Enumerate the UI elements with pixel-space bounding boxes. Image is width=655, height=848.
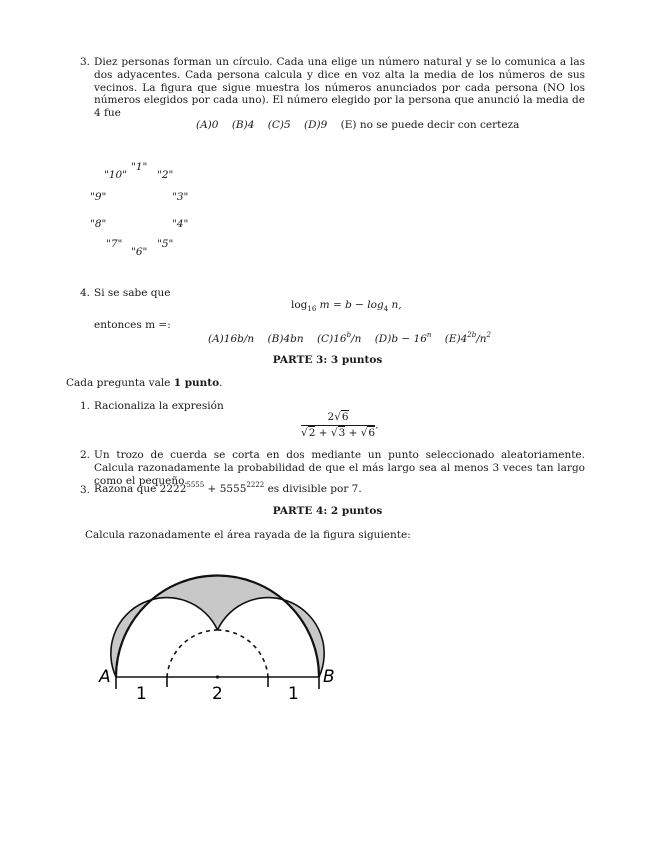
q4-then: entonces m =:	[94, 319, 171, 331]
shaded-region	[111, 576, 324, 678]
rationalize-fraction: $\frac{2√6}{√2 + √3 + √6}$ .	[301, 411, 379, 439]
parte-4-intro: Calcula razonadamente el área rayada de la figura siguiente:	[85, 529, 411, 541]
circle-label-10: "10"	[104, 169, 128, 181]
circle-label-3: "3"	[172, 191, 189, 203]
circle-label-9: "9"	[90, 191, 107, 203]
circle-label-1: "1"	[131, 161, 148, 173]
parte-3-intro: Cada pregunta vale 1 punto.	[66, 377, 223, 389]
q4-choice-d: $(D)b - 16^n$	[374, 331, 432, 345]
q4-choice-e: $(E)4^{2b}/n^2$	[444, 331, 492, 345]
q4-choice-c: (C)16$^b$/n	[316, 331, 362, 345]
formula-tail: n,	[388, 299, 402, 311]
question-3	[80, 56, 585, 120]
choice-e: (E) no se puede decir con certeza	[340, 119, 520, 131]
choice-a: (A)0	[196, 119, 219, 131]
circle-label-7: "7"	[106, 238, 123, 250]
formula-base-4: 4	[383, 305, 389, 313]
left-arc-dashed	[218, 630, 269, 677]
right-arc-dashed	[167, 630, 218, 677]
p3-item-1-number: 1.	[80, 400, 91, 412]
circle-label-5: "5"	[157, 238, 174, 250]
center-point	[216, 675, 219, 678]
segment-label-3: 1	[288, 684, 299, 704]
segment-label-1: 1	[136, 684, 147, 704]
q3-choices	[196, 119, 529, 132]
circle-label-6: "6"	[131, 246, 148, 258]
parte-3-heading: PARTE 3: 3 puntos	[272, 354, 383, 366]
q4-intro: Si se sabe que	[94, 287, 171, 299]
left-arc-solid	[111, 598, 218, 677]
q4-choices	[208, 331, 501, 346]
formula-rest: m = b − log	[316, 299, 384, 311]
right-arc-solid	[218, 598, 325, 677]
p3-item-3-text: Razona que $2222^{5555} + 5555^{2222}$ es divisible por 7.	[94, 481, 362, 495]
p3-item-3-number: 3.	[80, 484, 91, 496]
q4-choice-b: (B)4bn	[267, 333, 304, 345]
circle-label-4: "4"	[172, 218, 189, 230]
circle-label-2: "2"	[157, 169, 174, 181]
p3-item-1-text: Racionaliza la expresión	[94, 400, 224, 412]
choice-b: (B)4	[231, 119, 255, 131]
q4-formula	[291, 299, 402, 314]
choice-d: (D)9	[304, 119, 328, 131]
parte-4-heading: PARTE 4: 2 puntos	[272, 505, 383, 517]
q4-number: 4.	[80, 287, 91, 299]
label-b: B	[323, 667, 335, 687]
question-number: 3.	[80, 56, 91, 68]
label-a: A	[99, 667, 111, 687]
p3-item-2: 2. Un trozo de cuerda se corta en dos mediante un punto seleccionado aleatoriamente. Calcula razonadamente la probabilidad de que el más largo sea al menos 3 veces tan largo como el pequeño.	[80, 449, 585, 487]
arcs-figure	[95, 560, 345, 705]
formula-log1: log	[291, 299, 308, 311]
q4-choice-a: (A)16b/n	[208, 333, 255, 345]
circle-label-8: "8"	[90, 218, 107, 230]
formula-base-16: 16	[307, 305, 317, 313]
segment-label-2: 2	[212, 684, 223, 704]
choice-c: (C)5	[267, 119, 291, 131]
question-text: Diez personas forman un círculo. Cada una elige un número natural y se lo comunica a las dos adyacentes. Cada persona calcula y dice en voz alta la media de los números de sus vecinos. La figura que sigue muestra los números anunciados por cada persona (NO los números elegidos por cada uno). El número elegido por la persona que anunció la media de 4 fue	[94, 56, 585, 120]
